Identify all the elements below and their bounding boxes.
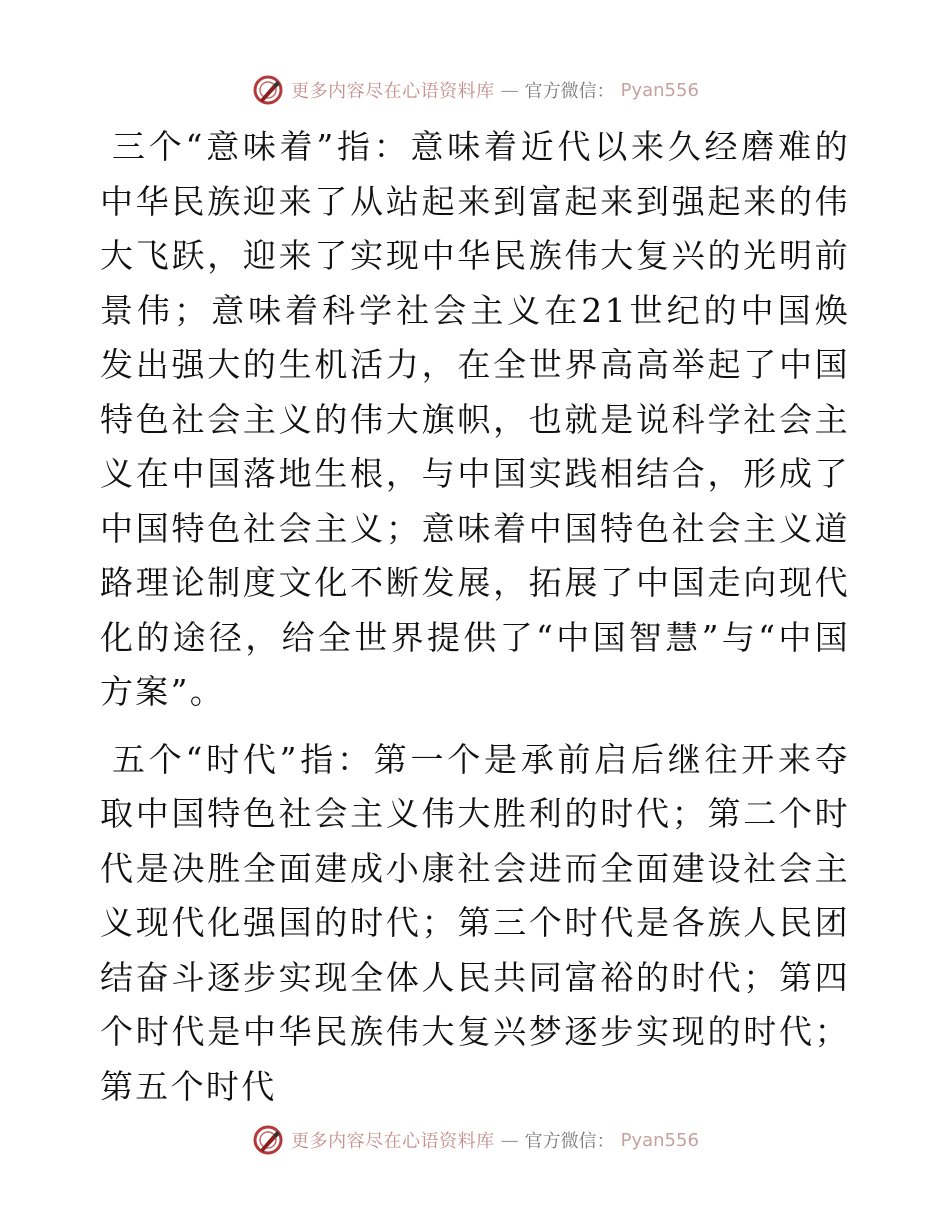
- watermark-wechat-id: Pyan556: [620, 1129, 699, 1151]
- watermark-dash: —: [500, 1129, 519, 1151]
- footer-watermark: [0, 1120, 950, 1160]
- pen-circle-icon: [251, 1123, 285, 1157]
- watermark-dash: —: [500, 79, 519, 101]
- watermark-text: 更多内容尽在心语资料库: [291, 81, 495, 102]
- header-watermark: [0, 70, 950, 110]
- watermark-wechat-id: Pyan556: [620, 79, 699, 101]
- paragraph-three-meanings: 三个“意味着”指：意味着近代以来久经磨难的中华民族迎来了从站起来到富起来到强起来的伟大飞跃，迎来了实现中华民族伟大复兴的光明前景伟；意味着科学社会主义在21世纪的中国焕发出强大的生机活力，在全世界高高举起了中国特色社会主义的伟大旗帜，也就是说科学社会主义在中国落地生根，与中国实践相结合，形成了中国特色社会主义；意味着中国特色社会主义道路理论制度文化不断发展，拓展了中国走向现代化的途径，给全世界提供了“中国智慧”与“中国方案”。: [100, 127, 850, 711]
- watermark-wechat-label: 官方微信：: [524, 81, 615, 102]
- paragraph-five-eras: 五个“时代”指：第一个是承前启后继往开来夺取中国特色社会主义伟大胜利的时代；第二个时代是决胜全面建成小康社会进而全面建设社会主义现代化强国的时代；第三个时代是各族人民团结奋斗逐步实现全体人民共同富裕的时代；第四个时代是中华民族伟大复兴梦逐步实现的时代；第五个时代: [100, 739, 850, 1106]
- watermark-wechat-label: 官方微信：: [524, 1131, 615, 1152]
- watermark-text: 更多内容尽在心语资料库: [291, 1131, 495, 1152]
- document-body: [100, 120, 850, 1114]
- pen-circle-icon: [251, 73, 285, 107]
